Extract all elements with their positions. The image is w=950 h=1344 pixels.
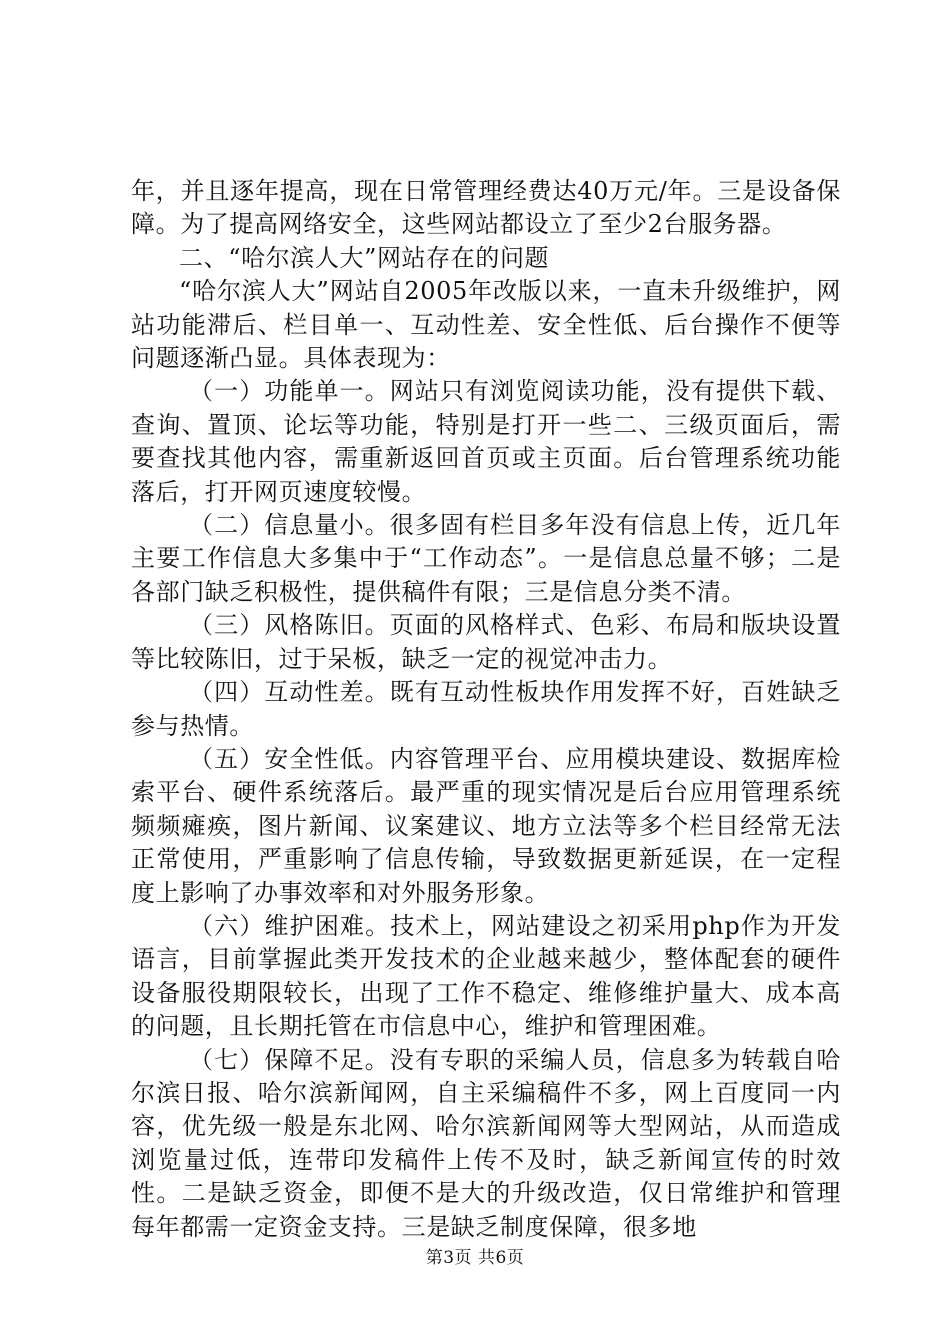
paragraph-item-5: （五）安全性低。内容管理平台、应用模块建设、数据库检索平台、硬件系统落后。最严重的现实情况是后台应用管理系统频频瘫痪，图片新闻、议案建议、地方立法等多个栏目经常无法正常使用，严重影响了信息传输，导致数据更新延误，在一定程度上影响了办事效率和对外服务形象。 — [131, 744, 841, 907]
paragraph-continuation: 年，并且逐年提高，现在日常管理经费达40万元/年。三是设备保障。为了提高网络安全，这些网站都设立了至少2台服务器。 — [131, 177, 841, 239]
paragraph-item-2: （二）信息量小。很多固有栏目多年没有信息上传，近几年主要工作信息大多集中于“工作动态”。一是信息总量不够；二是各部门缺乏积极性，提供稿件有限；三是信息分类不清。 — [131, 511, 841, 606]
section-heading: 二、“哈尔滨人大”网站存在的问题 — [179, 243, 550, 272]
paragraph-item-6: （六）维护困难。技术上，网站建设之初采用php作为开发语言，目前掌握此类开发技术的企业越来越少，整体配套的硬件设备服役期限较长，出现了工作不稳定、维修维护量大、成本高的问题，且长期托管在市信息中心，维护和管理困难。 — [131, 911, 841, 1041]
paragraph-item-4: （四）互动性差。既有互动性板块作用发挥不好，百姓缺乏参与热情。 — [131, 678, 841, 740]
paragraph-item-3: （三）风格陈旧。页面的风格样式、色彩、布局和版块设置等比较陈旧，过于呆板，缺乏一定的视觉冲击力。 — [131, 611, 841, 673]
paragraph-intro: “哈尔滨人大”网站自2005年改版以来，一直未升级维护，网站功能滞后、栏目单一、互动性差、安全性低、后台操作不便等问题逐渐凸显。具体表现为： — [131, 277, 841, 373]
paragraph-item-1: （一）功能单一。网站只有浏览阅读功能，没有提供下载、查询、置顶、论坛等功能，特别是打开一些二、三级页面后，需要查找其他内容，需重新返回首页或主页面。后台管理系统功能落后，打开网页速度较慢。 — [131, 377, 841, 506]
paragraph-item-7: （七）保障不足。没有专职的采编人员，信息多为转载自哈尔滨日报、哈尔滨新闻网，自主采编稿件不多，网上百度同一内容，优先级一般是东北网、哈尔滨新闻网等大型网站，从而造成浏览量过低，连带印发稿件上传不及时，缺乏新闻宣传的时效性。二是缺乏资金，即便不是大的升级改造，仅日常维护和管理每年都需一定资金支持。三是缺乏制度保障，很多地 — [131, 1045, 841, 1241]
document-body — [131, 175, 841, 1244]
page-number-footer: 第3页 共6页 — [425, 1248, 525, 1268]
